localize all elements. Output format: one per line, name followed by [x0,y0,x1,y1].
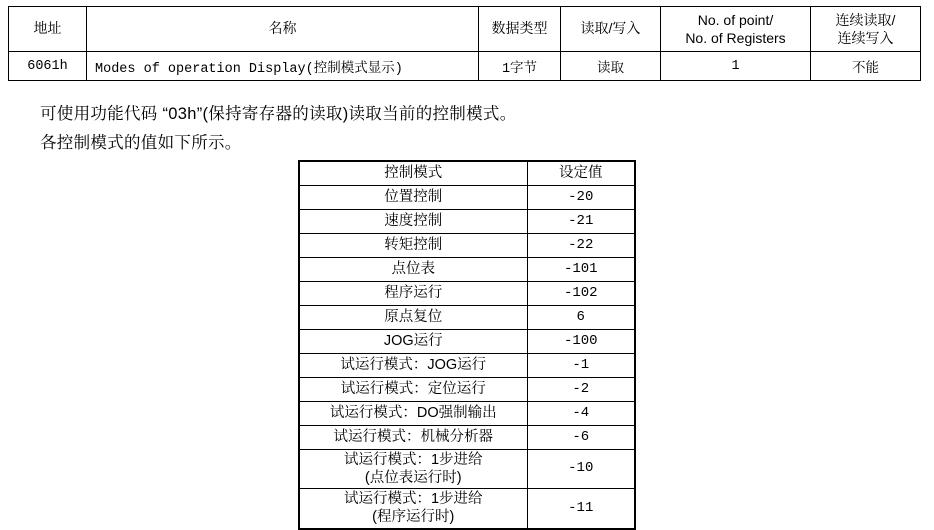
modes-cell-value: -6 [527,426,635,450]
header-name: 名称 [87,7,479,52]
modes-cell-mode: 试运行模式：定位运行 [299,378,527,402]
table-row [299,489,635,529]
modes-cell-mode [299,450,527,489]
modes-cell-value: 6 [527,306,635,330]
modes-cell-value: -4 [527,402,635,426]
modes-cell-value: -22 [527,234,635,258]
modes-cell-value: -102 [527,282,635,306]
table-row [299,186,635,210]
modes-cell-mode-line2: (点位表运行时) [364,470,462,487]
header-points-line1: No. of point/ [697,11,774,28]
table-row [299,378,635,402]
modes-cell-value: -11 [527,489,635,529]
header-continuous [811,7,921,52]
modes-cell-value: -21 [527,210,635,234]
table-row [299,330,635,354]
header-read-write: 读取/写入 [561,7,661,52]
header-points [661,7,811,52]
table-row [299,426,635,450]
table-row [299,450,635,489]
table-row [9,52,921,81]
modes-cell-mode-line1: 试运行模式：1步进给 [343,491,483,508]
cell-name: Modes of operation Display(控制模式显示) [87,52,479,81]
modes-cell-mode-line1: 试运行模式：1步进给 [343,452,483,468]
cell-points: 1 [661,52,811,81]
cell-address: 6061h [9,52,87,81]
table-row [299,402,635,426]
modes-header-value: 设定值 [527,161,635,186]
table-row [299,258,635,282]
table-row [299,210,635,234]
modes-cell-mode: 程序运行 [299,282,527,306]
modes-cell-mode: 试运行模式：DO强制输出 [299,402,527,426]
cell-read-write: 读取 [561,52,661,81]
cell-continuous: 不能 [811,52,921,81]
modes-table [298,160,636,530]
table-row [299,282,635,306]
modes-cell-value: -2 [527,378,635,402]
modes-cell-value: -101 [527,258,635,282]
modes-cell-value: -1 [527,354,635,378]
modes-cell-value: -10 [527,450,635,489]
paragraph-line-1: 可使用功能代码 “03h”(保持寄存器的读取)读取当前的控制模式。 [40,105,517,123]
modes-cell-mode: 转矩控制 [299,234,527,258]
header-continuous-line1: 连续读取/ [835,11,896,28]
modes-header-row [299,161,635,186]
modes-cell-mode: 试运行模式：机械分析器 [299,426,527,450]
register-table [8,6,921,81]
modes-cell-mode: 试运行模式：JOG运行 [299,354,527,378]
table-row [299,234,635,258]
modes-cell-mode: 点位表 [299,258,527,282]
modes-cell-value: -100 [527,330,635,354]
table-row [299,306,635,330]
header-continuous-line2: 连续写入 [837,30,894,46]
header-data-type: 数据类型 [479,7,561,52]
modes-cell-mode: 原点复位 [299,306,527,330]
paragraph-line-2: 各控制模式的值如下所示。 [40,134,242,152]
register-table-container [8,6,920,81]
header-points-line2: No. of Registers [685,30,786,46]
modes-table-container [298,160,636,530]
table-header-row [9,7,921,52]
modes-cell-mode: JOG运行 [299,330,527,354]
modes-cell-mode: 速度控制 [299,210,527,234]
cell-data-type: 1字节 [479,52,561,81]
modes-cell-mode-line2: (程序运行时) [372,509,455,526]
modes-cell-value: -20 [527,186,635,210]
modes-cell-mode: 位置控制 [299,186,527,210]
table-row [299,354,635,378]
header-address: 地址 [9,7,87,52]
modes-cell-mode [299,489,527,529]
modes-header-mode: 控制模式 [299,161,527,186]
